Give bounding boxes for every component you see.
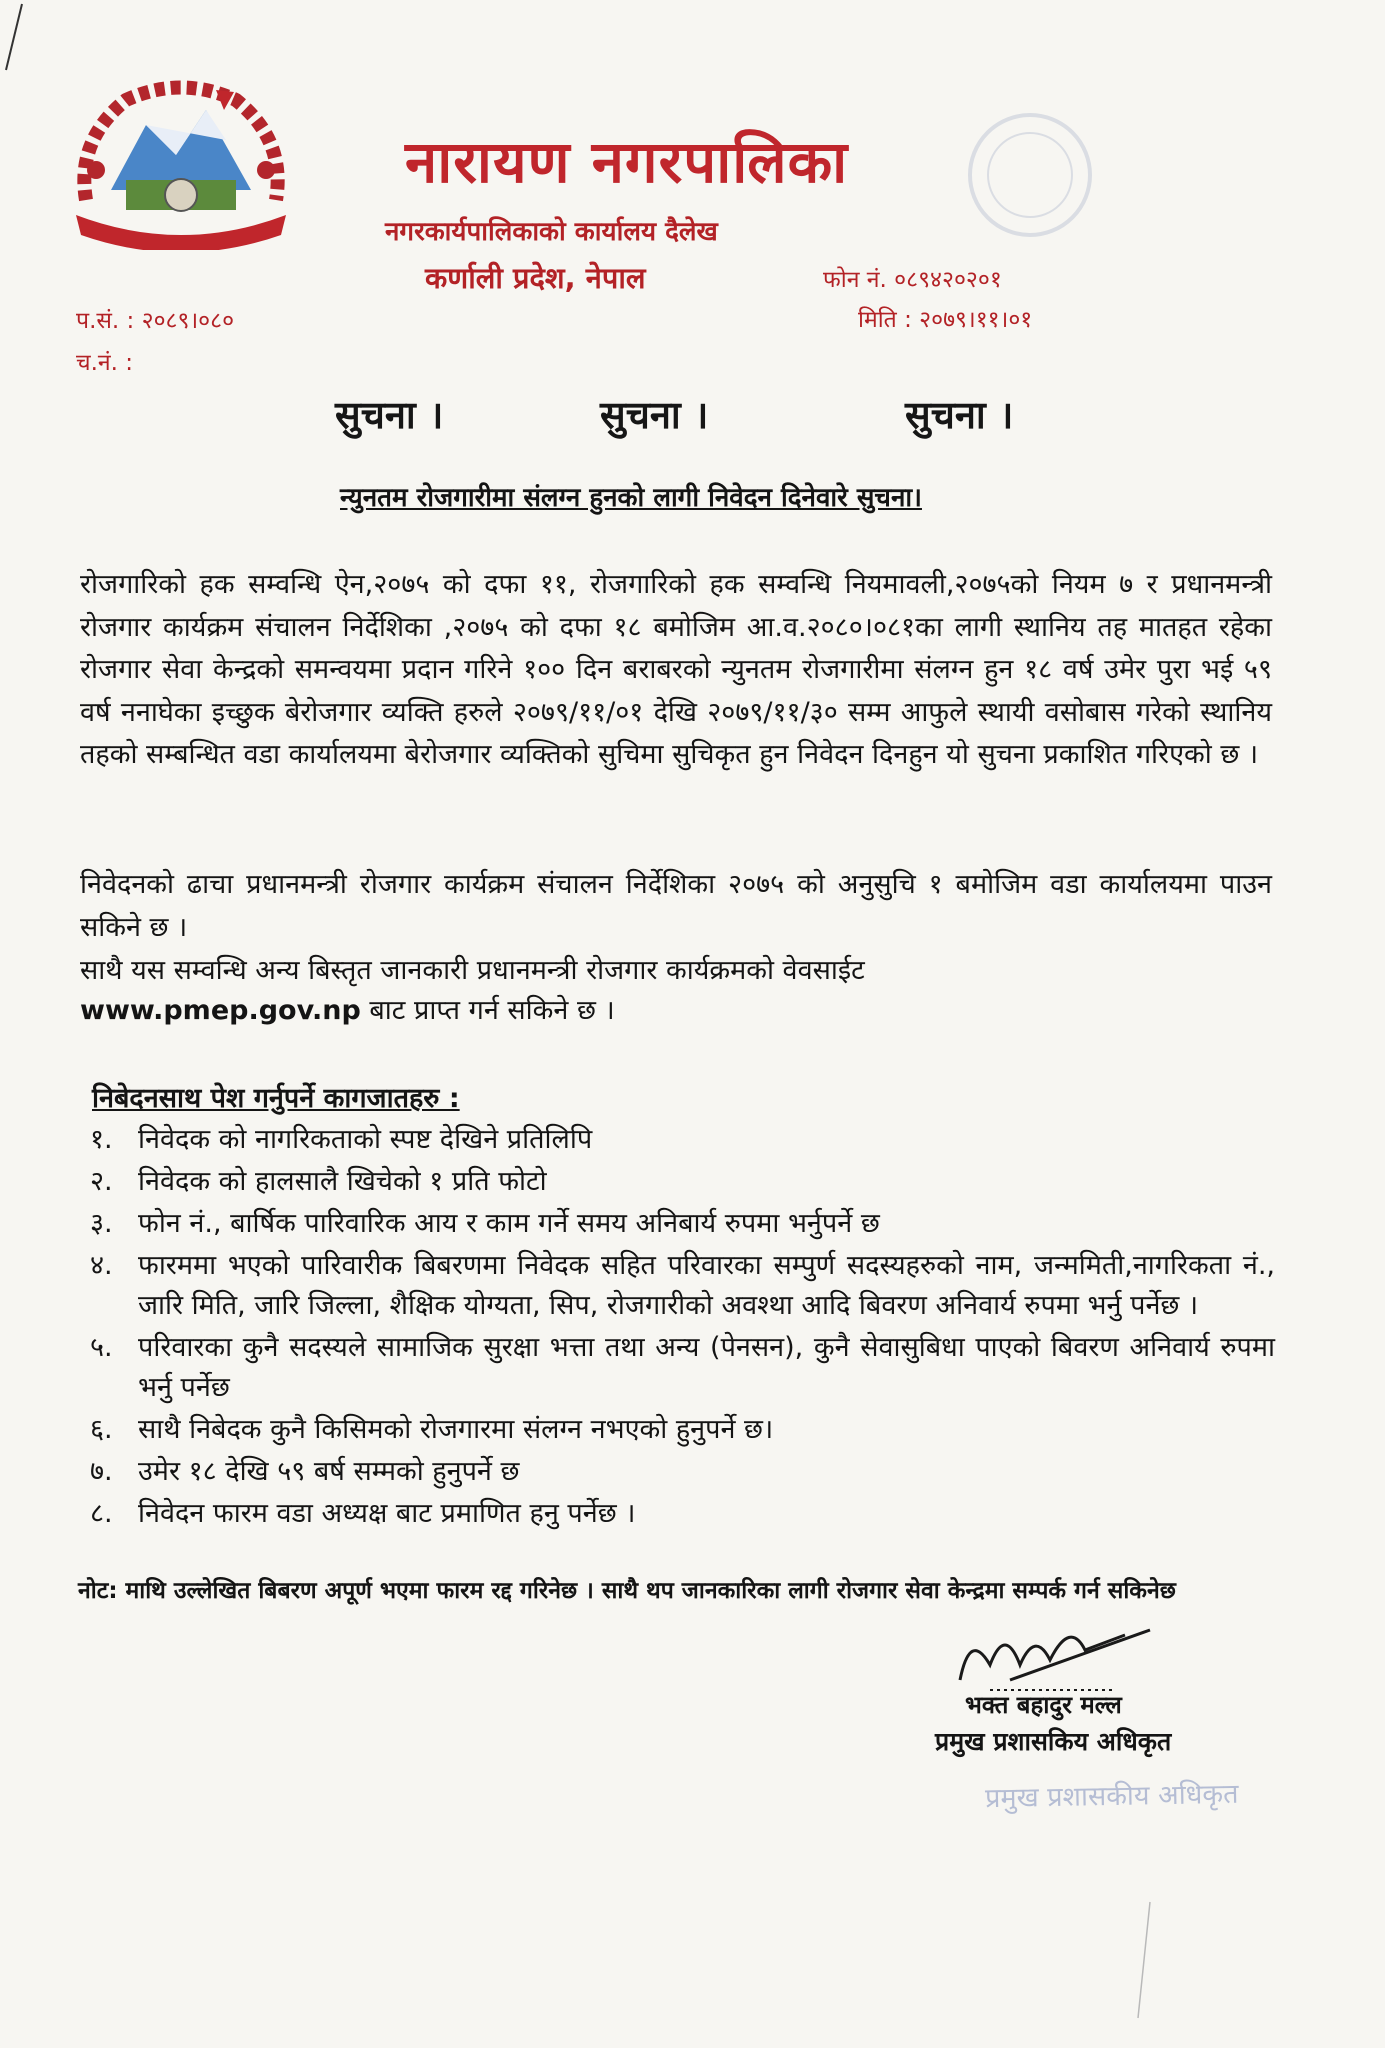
list-item-text: फारममा भएको पारिवारीक बिबरणमा निवेदक सहित परिवारका सम्पुर्ण सदस्यहरुको नाम, जन्ममिती,नागरिकता नं., जारि मिति, जारि जिल्ला, शैक्षिक योग्यता, सिप, रोजगारीको अवश्था आदि बिवरण अनिवार्य रुपमा भर्नु पर्नेछ ।	[138, 1250, 1275, 1321]
list-item	[80, 1494, 1275, 1534]
issue-date: मिति : २०७९।११।०१	[858, 307, 1033, 333]
dispatch-number: च.नं. :	[76, 350, 134, 376]
list-item-number: २.	[90, 1166, 113, 1197]
province-name: कर्णाली प्रदेश, नेपाल	[425, 261, 646, 295]
signer-title: प्रमुख प्रशासकिय अधिकृत	[935, 1727, 1172, 1756]
list-item-number: ३.	[90, 1208, 113, 1239]
documents-heading: निबेदनसाथ पेश गर्नुपर्ने कागजातहरु :	[92, 1083, 460, 1114]
website-link[interactable]: www.pmep.gov.np	[80, 995, 361, 1026]
list-item-text: फोन नं., बार्षिक पारिवारिक आय र काम गर्ने समय अनिबार्य रुपमा भर्नुपर्ने छ	[138, 1208, 880, 1239]
list-item	[80, 1452, 1275, 1492]
notice-heading-3: सुचना ।	[905, 393, 1014, 437]
handwritten-signature-icon	[950, 1610, 1190, 1700]
list-item-text: उमेर १८ देखि ५९ बर्ष सम्मको हुनुपर्ने छ	[138, 1456, 520, 1487]
website-line	[80, 990, 615, 1027]
notice-subject: न्युनतम रोजगारीमा संलग्न हुनको लागी निवेदन दिनेवारे सुचना।	[340, 483, 922, 513]
signer-name: भक्त बहादुर मल्ल	[965, 1691, 1122, 1719]
list-item-text: निवेदक को नागरिकताको स्पष्ट देखिने प्रतिलिपि	[138, 1124, 593, 1155]
notice-heading-2: सुचना ।	[600, 393, 709, 437]
notice-heading-1: सुचना ।	[335, 393, 444, 437]
list-item	[80, 1410, 1275, 1450]
list-item	[80, 1204, 1275, 1244]
body-paragraph-1: रोजगारिको हक सम्वन्धि ऐन,२०७५ को दफा ११, रोजगारिको हक सम्वन्धि नियमावली,२०७५को नियम ७ र प्रधानमन्त्री रोजगार कार्यक्रम संचालन निर्देशिका ,२०७५ को दफा १८ बमोजिम आ.व.२०८०।०८१का लागी स्थानिय तह मातहत रहेका रोजगार सेवा केन्द्रको समन्वयमा प्रदान गरिने १०० दिन बराबरको न्युनतम रोजगारीमा संलग्न हुन १८ वर्ष उमेर पुरा भई ५९ वर्ष ननाघेका इच्छुक बेरोजगार व्यक्ति हरुले २०७९/११/०१ देखि २०७९/११/३० सम्म आफुले स्थायी वसोबास गरेको स्थानिय तहको सम्बन्धित वडा कार्यालयमा बेरोजगार व्यक्तिको सुचिमा सुचिकृत हुन निवेदन दिनहुन यो सुचना प्रकाशित गरिएको छ ।	[80, 569, 1272, 771]
list-item-text: निवेदक को हालसालै खिचेको १ प्रति फोटो	[138, 1166, 547, 1197]
list-item	[80, 1328, 1275, 1408]
list-item	[80, 1120, 1275, 1160]
municipality-name: नारायण नगरपालिका	[405, 128, 849, 196]
website-suffix: बाट प्राप्त गर्न सकिने छ ।	[360, 995, 615, 1026]
list-item-text: निवेदन फारम वडा अध्यक्ष बाट प्रमाणित हनु पर्नेछ ।	[138, 1498, 636, 1529]
faded-stamp-icon	[960, 100, 1100, 250]
list-item	[80, 1162, 1275, 1202]
footnote: नोट: माथि उल्लेखित बिबरण अपूर्ण भएमा फारम रद्द गरिनेछ । साथै थप जानकारिका लागी रोजगार सेवा केन्द्रमा सम्पर्क गर्न सकिनेछ	[78, 1578, 1176, 1604]
phone-number: फोन नं. ०८९४२०२०१	[823, 267, 1002, 293]
body-paragraph-2: निवेदनको ढाचा प्रधानमन्त्री रोजगार कार्यक्रम संचालन निर्देशिका २०७५ को अनुसुचि १ बमोजिम वडा कार्यालयमा पाउन सकिने छ ।	[80, 869, 1272, 943]
reference-number: प.सं. : २०८९।०८०	[76, 308, 235, 334]
list-item-number: ४.	[90, 1250, 113, 1281]
list-item-number: ८.	[90, 1498, 113, 1529]
list-item-text: परिवारका कुनै सदस्यले सामाजिक सुरक्षा भत्ता तथा अन्य (पेनसन), कुनै सेवासुबिधा पाएको बिवरण अनिवार्य रुपमा भर्नु पर्नेछ	[138, 1332, 1275, 1403]
nepal-emblem-icon	[66, 80, 296, 250]
list-item	[80, 1246, 1275, 1326]
list-item-number: ५.	[90, 1332, 113, 1363]
list-item-number: ७.	[90, 1456, 113, 1487]
official-stamp: प्रमुख प्रशासकीय अधिकृत	[984, 1778, 1239, 1815]
scan-mark-icon	[1130, 1900, 1160, 2020]
body-paragraph-3: साथै यस सम्वन्धि अन्य बिस्तृत जानकारी प्रधानमन्त्री रोजगार कार्यक्रमको वेवसाईट	[80, 955, 865, 986]
documents-list	[80, 1120, 1275, 1536]
list-item-number: १.	[90, 1124, 113, 1155]
office-name: नगरकार्यपालिकाको कार्यालय दैलेख	[385, 217, 718, 247]
list-item-number: ६.	[90, 1414, 113, 1445]
list-item-text: साथै निबेदक कुनै किसिमको रोजगारमा संलग्न नभएको हुनुपर्ने छ।	[138, 1414, 774, 1445]
pen-mark-icon	[0, 0, 40, 80]
